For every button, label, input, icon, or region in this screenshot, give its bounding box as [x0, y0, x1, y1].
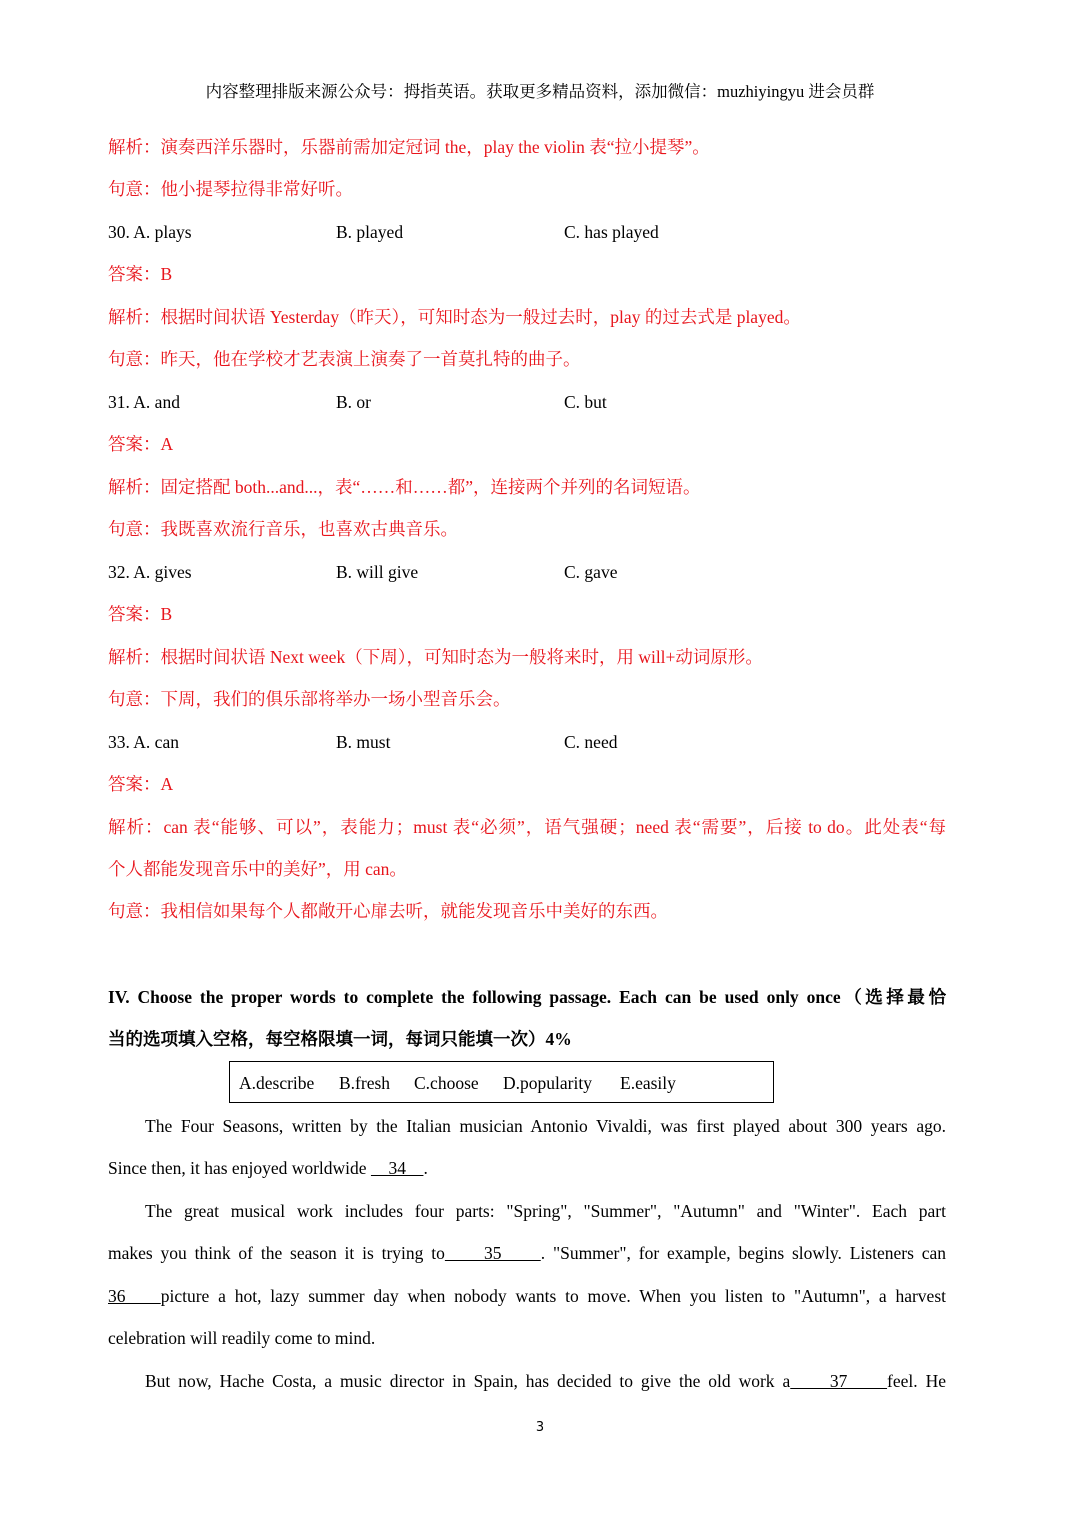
- passage-p3-line1: But now, Hache Costa, a music director in Spain, has decided to give the old work a 37 feel. He: [145, 1371, 946, 1391]
- passage-p1-line2: Since then, it has enjoyed worldwide 34 .: [108, 1158, 428, 1178]
- section-title-line2: 当的选项填入空格，每空格限填一词，每词只能填一次）4%: [108, 1029, 572, 1049]
- q32-option-a: 32. A. gives: [108, 562, 192, 582]
- q30-option-b: B. played: [336, 222, 404, 242]
- passage-p1-line1: The Four Seasons, written by the Italian musician Antonio Vivaldi, was first played about 300 years ago.: [145, 1116, 946, 1136]
- q33-option-c: C. need: [564, 732, 618, 752]
- q31-meaning: 句意：我既喜欢流行音乐，也喜欢古典音乐。: [108, 519, 458, 539]
- blank-37: 37: [790, 1371, 888, 1391]
- q30-option-a: 30. A. plays: [108, 222, 192, 242]
- q31-option-b: B. or: [336, 392, 371, 412]
- q32-meaning: 句意：下周，我们的俱乐部将举办一场小型音乐会。: [108, 689, 511, 709]
- q30-answer: 答案：B: [108, 264, 173, 284]
- q31-option-a: 31. A. and: [108, 392, 180, 412]
- word-bank: [229, 1061, 774, 1103]
- q33-option-b: B. must: [336, 732, 391, 752]
- blank-35: 35: [444, 1243, 541, 1263]
- passage-p2-line3: 36 picture a hot, lazy summer day when nobody wants to move. When you listen to "Autumn", a harvest: [108, 1286, 946, 1306]
- q31-analysis: 解析：固定搭配 both...and...，表“……和……都”，连接两个并列的名词短语。: [108, 477, 701, 497]
- q33-analysis-line2: 个人都能发现音乐中的美好”，用 can。: [108, 859, 407, 879]
- q33-analysis-line1: 解析：can 表“能够、可以”，表能力；must 表“必须”，语气强硬；need 表“需要”，后接 to do。此处表“每: [108, 817, 946, 837]
- blank-36: 36: [108, 1286, 161, 1306]
- q33-answer: 答案：A: [108, 774, 174, 794]
- q31-option-c: C. but: [564, 392, 607, 412]
- q32-option-c: C. gave: [564, 562, 618, 582]
- q33-meaning: 句意：我相信如果每个人都敞开心扉去听，就能发现音乐中美好的东西。: [108, 901, 668, 921]
- word-bank-item: C.choose: [414, 1073, 479, 1093]
- word-bank-item: A.describe: [239, 1073, 315, 1093]
- q30-meaning: 句意：昨天，他在学校才艺表演上演奏了一首莫扎特的曲子。: [108, 349, 581, 369]
- q32-option-b: B. will give: [336, 562, 419, 582]
- q32-answer: 答案：B: [108, 604, 173, 624]
- page-number: 3: [535, 1420, 545, 1435]
- q31-answer: 答案：A: [108, 434, 174, 454]
- page-header: 内容整理排版来源公众号：拇指英语。获取更多精品资料，添加微信：muzhiyingyu 进会员群: [205, 82, 875, 101]
- analysis-29: 解析：演奏西洋乐器时，乐器前需加定冠词 the，play the violin 表“拉小提琴”。: [108, 137, 710, 157]
- q30-analysis: 解析：根据时间状语 Yesterday（昨天），可知时态为一般过去时，play 的过去式是 played。: [108, 307, 801, 327]
- passage-p2-line1: The great musical work includes four parts: "Spring", "Summer", "Autumn" and "Winter". Each part: [145, 1201, 946, 1221]
- q33-option-a: 33. A. can: [108, 732, 179, 752]
- meaning-29: 句意：他小提琴拉得非常好听。: [108, 179, 353, 199]
- word-bank-item: D.popularity: [503, 1073, 592, 1093]
- section-title-line1: IV. Choose the proper words to complete the following passage. Each can be used only once（选择最恰: [108, 987, 946, 1007]
- passage-p2-line2: makes you think of the season it is trying to 35 . "Summer", for example, begins slowly. Listeners can: [108, 1243, 947, 1263]
- q30-option-c: C. has played: [564, 222, 659, 242]
- word-bank-item: B.fresh: [339, 1073, 391, 1093]
- word-bank-item: E.easily: [620, 1073, 676, 1093]
- blank-34: 34: [370, 1158, 424, 1178]
- passage-p2-line4: celebration will readily come to mind.: [108, 1328, 376, 1348]
- q32-analysis: 解析：根据时间状语 Next week（下周），可知时态为一般将来时，用 will+动词原形。: [108, 647, 763, 667]
